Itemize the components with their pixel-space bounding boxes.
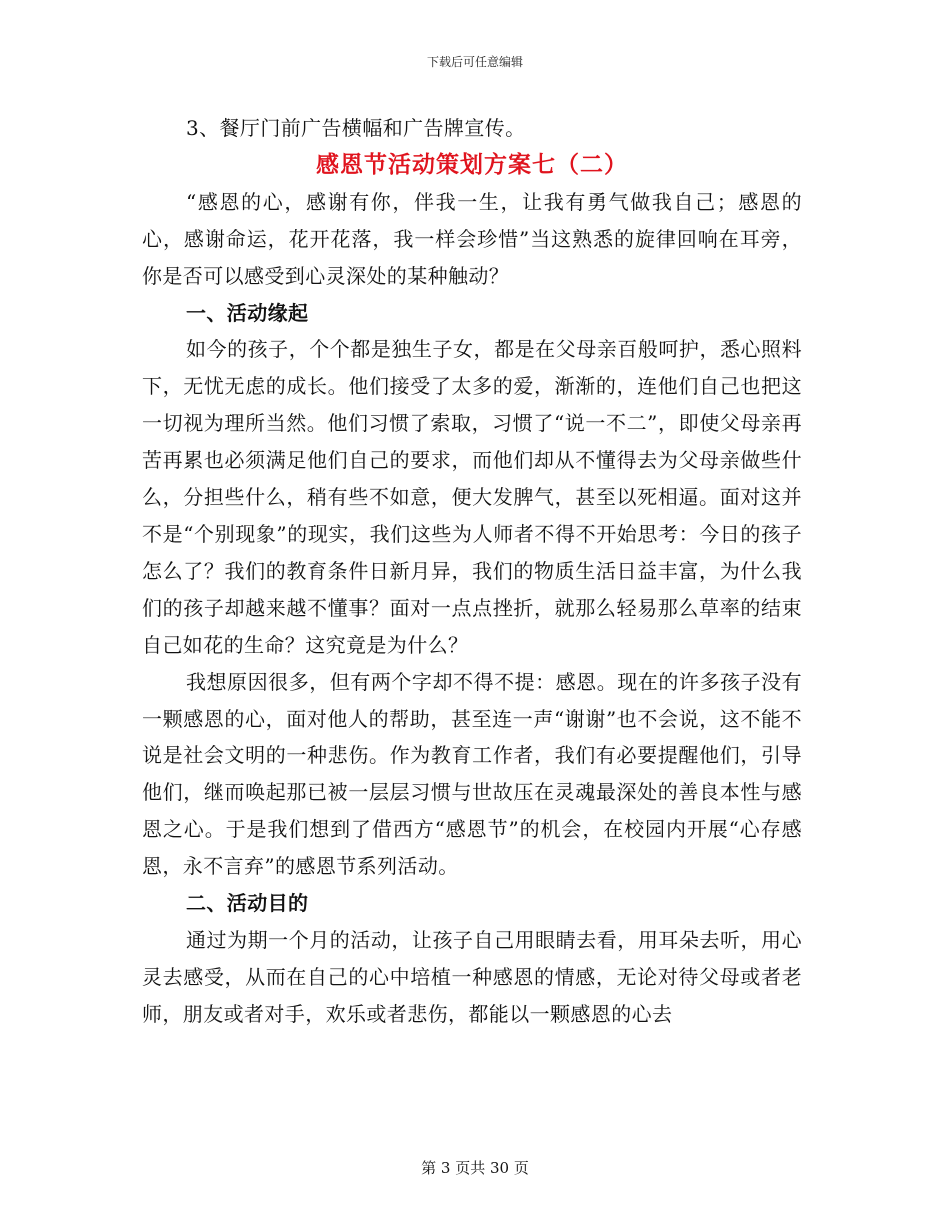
page-footer: 第 3 页共 30 页 <box>421 1159 529 1177</box>
purpose-paragraph: 通过为期一个月的活动，让孩子自己用眼睛去看，用耳朵去听，用心灵去感受，从而在自己的心中培植一种感恩的情感，无论对待父母或者老师，朋友或者对手，欢乐或者悲伤，都能以一颗感恩的心去 <box>142 927 802 1026</box>
origin-paragraph-2: 我想原因很多，但有两个字却不得不提：感恩。现在的许多孩子没有一颗感恩的心，面对他人的帮助，甚至连一声“谢谢”也不会说，这不能不说是社会文明的一种悲伤。作为教育工作者，我们有必要提醒他们，引导他们，继而唤起那已被一层层习惯与世故压在灵魂最深处的善良本性与感恩之心。于是我们想到了借西方“感恩节”的机会，在校园内开展“心存感恩，永不言弃”的感恩节系列活动。 <box>142 669 802 879</box>
origin-paragraph-1: 如今的孩子，个个都是独生子女，都是在父母亲百般呵护，悉心照料下，无忧无虑的成长。他们接受了太多的爱，渐渐的，连他们自己也把这一切视为理所当然。他们习惯了索取，习惯了“说一不二”，即使父母亲再苦再累也必须满足他们自己的要求，而他们却从不懂得去为父母亲做些什么，分担些什么，稍有些不如意，便大发脾气，甚至以死相逼。面对这并不是“个别现象”的现实，我们这些为人师者不得不开始思考：今日的孩子怎么了？我们的教育条件日新月异，我们的物质生活日益丰富，为什么我们的孩子却越来越不懂事？面对一点点挫折，就那么轻易那么草率的结束自己如花的生命？这究竟是为什么？ <box>142 337 802 657</box>
section-title: 感恩节活动策划方案七（二） <box>316 150 628 178</box>
heading-purpose: 二、活动目的 <box>186 891 309 916</box>
song-paragraph: “感恩的心，感谢有你，伴我一生，让我有勇气做我自己；感恩的心，感谢命运，花开花落，我一样会珍惜”当这熟悉的旋律回响在耳旁，你是否可以感受到心灵深处的某种触动？ <box>142 189 802 288</box>
intro-line: 3、餐厅门前广告横幅和广告牌宣传。 <box>186 116 526 140</box>
page-header: 下载后可任意编辑 <box>426 55 523 69</box>
heading-origin: 一、活动缘起 <box>186 300 309 325</box>
document-body <box>142 110 802 1033</box>
